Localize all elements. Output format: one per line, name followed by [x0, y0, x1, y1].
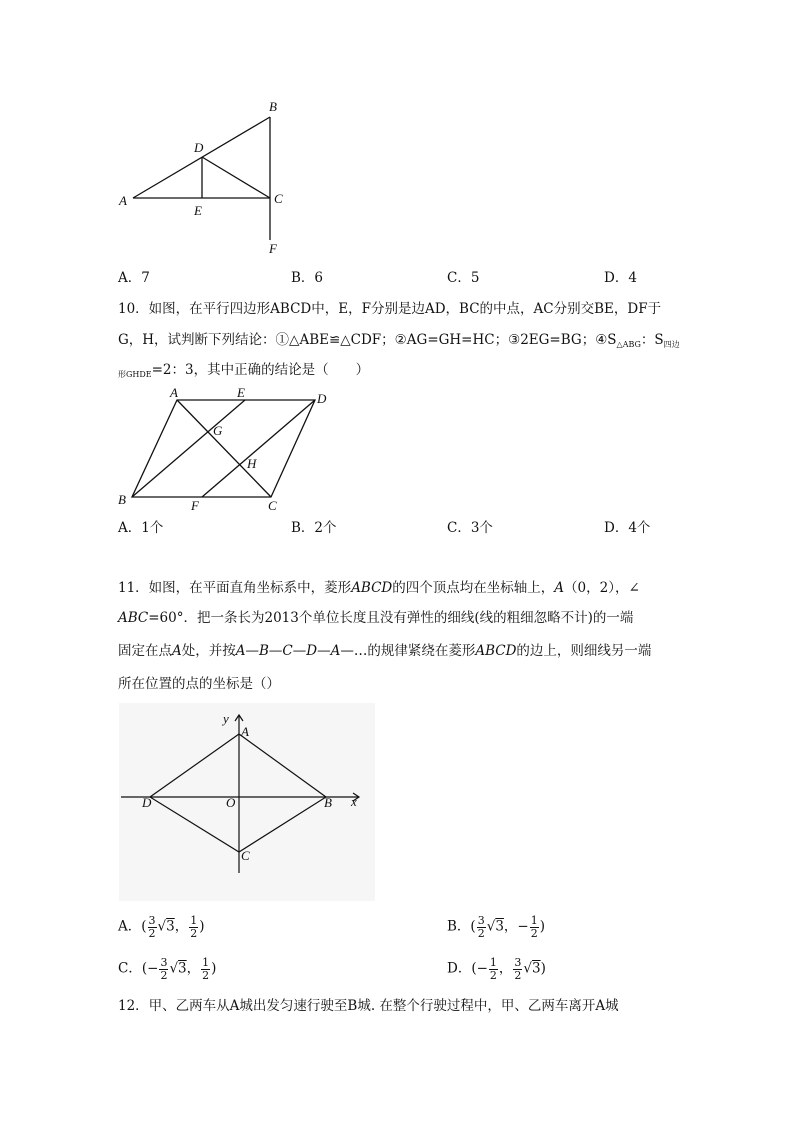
open-paren: ( [470, 918, 476, 935]
radicand: 3 [495, 918, 504, 935]
numerator: 1 [190, 914, 198, 927]
segment-fd [202, 400, 315, 497]
denominator: 2 [514, 968, 522, 982]
label-c: C [268, 498, 277, 513]
open-paren: (− [471, 960, 488, 977]
label-y: y [223, 711, 229, 726]
separator: ， [186, 960, 201, 977]
segment-dc [202, 157, 270, 198]
close-paren: ) [540, 960, 546, 977]
q11-italic: ABCD [475, 643, 517, 659]
q11-text: 固定在点 [118, 643, 172, 659]
option-letter: A． [118, 520, 142, 536]
radicand: 3 [178, 960, 187, 977]
label-e: E [194, 203, 202, 218]
q9-option-b[interactable] [291, 272, 323, 286]
q11-text: 的边上，则细线另一端 [516, 643, 652, 659]
denominator: 2 [530, 926, 538, 940]
q11-italic: A—B—C—D—A [235, 643, 341, 659]
label-e: E [237, 386, 245, 400]
option-letter: B． [291, 520, 315, 536]
numerator: 3 [160, 956, 168, 969]
q12-line-1: 12．甲、乙两车从A城出发匀速行驶至B城. 在整个行驶过程中，甲、乙两车离开A城 [118, 998, 619, 1014]
q10-line-1: 10．如图，在平行四边形ABCD中，E，F分别是边AD，BC的中点，AC分别交BE，DF于 [118, 301, 662, 317]
q9-figure [110, 95, 310, 260]
close-paren: ) [199, 918, 205, 935]
option-value: 3个 [470, 520, 493, 536]
q10-option-c[interactable] [447, 522, 493, 536]
q11-line-4: 所在位置的点的坐标是（） [118, 676, 280, 692]
numerator: 3 [148, 914, 156, 927]
option-letter: D． [604, 520, 629, 536]
label-c: C [274, 191, 283, 206]
label-b: B [324, 795, 332, 810]
fraction [201, 957, 210, 981]
q11-italic: A [172, 643, 182, 659]
q10-subscript-abg: △ABG [616, 340, 641, 349]
q11-line-2 [118, 612, 633, 626]
label-b: B [118, 492, 126, 507]
q9-option-a[interactable] [118, 272, 150, 286]
label-a: A [170, 386, 178, 400]
q10-subscript-ghde: 形GHDE [118, 370, 152, 379]
fraction [489, 957, 498, 981]
q11-text: 11．如图，在平面直角坐标系中，菱形 [118, 580, 352, 596]
separator: ， [498, 960, 513, 977]
q10-option-b[interactable] [291, 522, 337, 536]
fraction [530, 915, 539, 939]
option-letter: B． [447, 918, 471, 935]
label-c: C [241, 848, 250, 863]
q11-line-1 [118, 582, 640, 596]
option-letter: B． [291, 270, 315, 286]
q10-line-2-text: G，H，试判断下列结论：①△ABE≌△CDF；②AG=GH=HC；③2EG=BG；④S [118, 332, 617, 348]
q10-figure [110, 386, 350, 516]
label-h: H [247, 456, 257, 471]
segment-be [132, 400, 245, 497]
q10-option-a[interactable] [118, 522, 163, 536]
q10-option-d[interactable] [604, 522, 650, 536]
label-a: A [119, 193, 127, 208]
option-letter: C． [118, 960, 142, 977]
q11-text: （0，2），∠ [564, 580, 640, 596]
open-paren: ( [141, 918, 147, 935]
denominator: 2 [489, 968, 497, 982]
option-value: 5 [470, 270, 480, 286]
label-b: B [269, 99, 277, 114]
segment-ac [177, 400, 271, 497]
option-letter: C． [447, 520, 471, 536]
q11-option-d[interactable]: D．(− $\frac{1}{2}$ ， $\frac{3}{2}$ √3) [447, 956, 546, 982]
denominator: 2 [190, 926, 198, 940]
sign: − [517, 918, 529, 935]
label-d: D [317, 391, 327, 406]
denominator: 2 [160, 968, 168, 982]
label-o: O [226, 795, 236, 810]
q11-line-3 [118, 645, 651, 659]
denominator: 2 [148, 926, 156, 940]
q10-line-2-ratio: ：S [640, 332, 664, 348]
q10-line-2 [118, 334, 680, 349]
q11-option-a[interactable]: A．( $\frac{3}{2}$ √3， $\frac{1}{2}$ ) [118, 914, 205, 940]
option-value: 7 [141, 270, 150, 286]
denominator: 2 [477, 926, 485, 940]
label-g: G [213, 423, 223, 438]
close-paren: ) [539, 918, 545, 935]
option-value: 1个 [141, 520, 164, 536]
numerator: 3 [477, 914, 485, 927]
q11-text: 处，并按 [181, 643, 236, 659]
q10-subscript-quad: 四边 [663, 340, 680, 349]
numerator: 3 [514, 956, 522, 969]
label-a: A [241, 724, 249, 739]
label-f: F [269, 241, 277, 256]
separator: ， [503, 918, 518, 935]
q11-italic: ABC [118, 610, 149, 626]
q9-option-d[interactable] [604, 272, 637, 286]
option-letter: D． [447, 960, 472, 977]
fraction [159, 957, 168, 981]
separator: ， [174, 918, 189, 935]
fraction [189, 915, 198, 939]
q11-option-c[interactable]: C．(− $\frac{3}{2}$ √3， $\frac{1}{2}$ ) [118, 956, 217, 982]
q11-text: —…的规律紧绕在菱形 [340, 643, 476, 659]
option-value: 4个 [628, 520, 651, 536]
radicand: 3 [166, 918, 175, 935]
option-letter: A． [118, 918, 142, 935]
numerator: 1 [489, 956, 497, 969]
option-value: 2个 [314, 520, 337, 536]
q10-line-3 [118, 364, 369, 379]
option-value: 4 [628, 270, 637, 286]
q11-figure [119, 703, 375, 901]
fraction [477, 915, 486, 939]
fraction [513, 957, 522, 981]
q11-italic: ABCD [351, 580, 393, 596]
numerator: 1 [530, 914, 538, 927]
label-x: x [351, 794, 357, 809]
denominator: 2 [202, 968, 210, 982]
label-d: D [194, 140, 204, 155]
numerator: 1 [202, 956, 210, 969]
option-letter: D． [604, 270, 629, 286]
q11-italic: A [554, 580, 565, 596]
option-value: 6 [314, 270, 324, 286]
q9-option-c[interactable] [447, 272, 479, 286]
option-letter: C． [447, 270, 471, 286]
q11-option-b[interactable]: B．( $\frac{3}{2}$ √3，− $\frac{1}{2}$ ) [447, 914, 545, 940]
option-letter: A． [118, 270, 142, 286]
close-paren: ) [211, 960, 217, 977]
q11-text: =60°．把一条长为2013个单位长度且没有弹性的细线(线的粗细忽略不计)的一端 [148, 610, 634, 626]
radicand: 3 [532, 960, 541, 977]
q11-text: 的四个顶点均在坐标轴上， [392, 580, 555, 596]
label-f: F [191, 498, 199, 513]
open-paren: (− [141, 960, 159, 977]
q10-line-3-text: =2：3，其中正确的结论是（ ） [151, 362, 370, 378]
label-d: D [142, 795, 152, 810]
fraction [148, 915, 157, 939]
